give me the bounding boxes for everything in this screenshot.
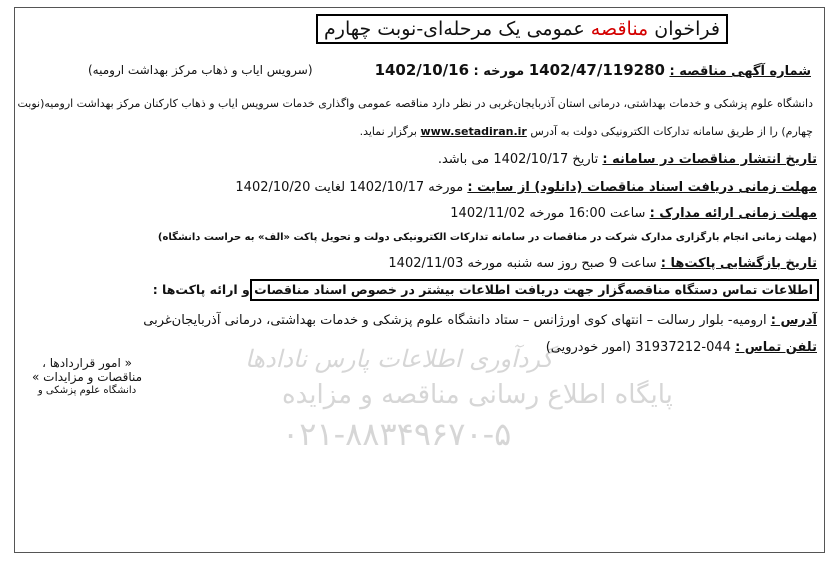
description-line-1: دانشگاه علوم پزشکی و خدمات بهداشتی، درمانی استان آذربایجان‌غربی در نظر دارد مناقصه عمومی واگذاری خدمات سرویس ایاب و ذهاب کارکنان مرکز بهداشت ارومیه(نوبت bbox=[17, 97, 813, 110]
upload-note: (مهلت زمانی انجام بارگزاری مدارک شرکت در مناقصات در سامانه تدارکات الکترونیکی دولت و تحویل پاکت «الف» به حراست دانشگاه) bbox=[157, 232, 817, 243]
download-row bbox=[235, 180, 817, 195]
opening-row bbox=[388, 256, 817, 271]
address-value: ارومیه- بلوار رسالت – انتهای کوی اورژانس – ستاد دانشگاه علوم پزشکی و خدمات بهداشتی، درمانی آذربایجان‌غربی bbox=[143, 313, 767, 328]
stamp-line-3: دانشگاه علوم پزشکی و bbox=[37, 385, 137, 396]
download-label: مهلت زمانی دریافت اسناد مناقصات (دانلود) از سایت : bbox=[467, 180, 817, 195]
address-row bbox=[143, 313, 817, 328]
contact-header: اطلاعات تماس دستگاه مناقصه‌گزار جهت دریافت اطلاعات بیشتر در خصوص اسناد مناقصات و ارائه پاکت‌ها : bbox=[250, 279, 819, 301]
notice-title bbox=[316, 14, 728, 44]
tender-number-label: شماره آگهی مناقصه : bbox=[669, 64, 811, 79]
title-highlight: مناقصه bbox=[590, 18, 649, 40]
download-value: مورخه 1402/10/17 لغایت 1402/10/20 bbox=[235, 180, 464, 195]
submit-value: ساعت 16:00 مورخه 1402/11/02 bbox=[450, 206, 646, 221]
title-prefix: فراخوان bbox=[648, 18, 720, 40]
tender-date-label: مورخه : bbox=[473, 64, 525, 79]
phone-row bbox=[546, 340, 817, 355]
opening-label: تاریخ بازگشایی پاکت‌ها : bbox=[660, 256, 817, 271]
watermark-line-1: گردآوری اطلاعات پارس نادادها bbox=[245, 345, 554, 373]
stamp-line-2: مناقصات و مزایدات » bbox=[32, 370, 143, 384]
publish-value: تاریخ 1402/10/17 می باشد. bbox=[437, 152, 599, 167]
opening-value: ساعت 9 صبح روز سه شنبه مورخه 1402/11/03 bbox=[388, 256, 657, 271]
publish-label: تاریخ انتشار مناقصات در سامانه : bbox=[602, 152, 817, 167]
description-text-b: برگزار نماید. bbox=[359, 125, 417, 138]
publish-row bbox=[438, 152, 817, 167]
tender-date: 1402/10/16 bbox=[374, 61, 470, 79]
website-link[interactable]: www.setadiran.ir bbox=[420, 125, 527, 138]
address-label: آدرس : bbox=[770, 313, 817, 328]
description-line-2 bbox=[360, 125, 813, 138]
submit-row bbox=[450, 206, 817, 221]
tender-number: 1402/47/119280 bbox=[528, 61, 665, 79]
watermark-phone: ۰۲۱-۸۸۳۴۹۶۷۰-۵ bbox=[282, 415, 512, 453]
phone-label: تلفن تماس : bbox=[735, 340, 817, 355]
tender-service: (سرویس ایاب و ذهاب مرکز بهداشت ارومیه) bbox=[88, 63, 313, 77]
office-stamp bbox=[32, 356, 142, 398]
title-suffix: عمومی یک مرحله‌ای-نوبت چهارم bbox=[324, 18, 591, 40]
phone-value: 044-31937212 (امور خودرویی) bbox=[545, 340, 731, 355]
watermark-line-2: پایگاه اطلاع رسانی مناقصه و مزایده bbox=[282, 380, 673, 410]
tender-number-row bbox=[375, 61, 811, 79]
description-text-a: چهارم) را از طریق سامانه تدارکات الکترونیکی دولت به آدرس bbox=[530, 125, 813, 138]
submit-label: مهلت زمانی ارائه مدارک : bbox=[649, 206, 817, 221]
stamp-line-1: « امور قراردادها ، bbox=[42, 356, 132, 370]
